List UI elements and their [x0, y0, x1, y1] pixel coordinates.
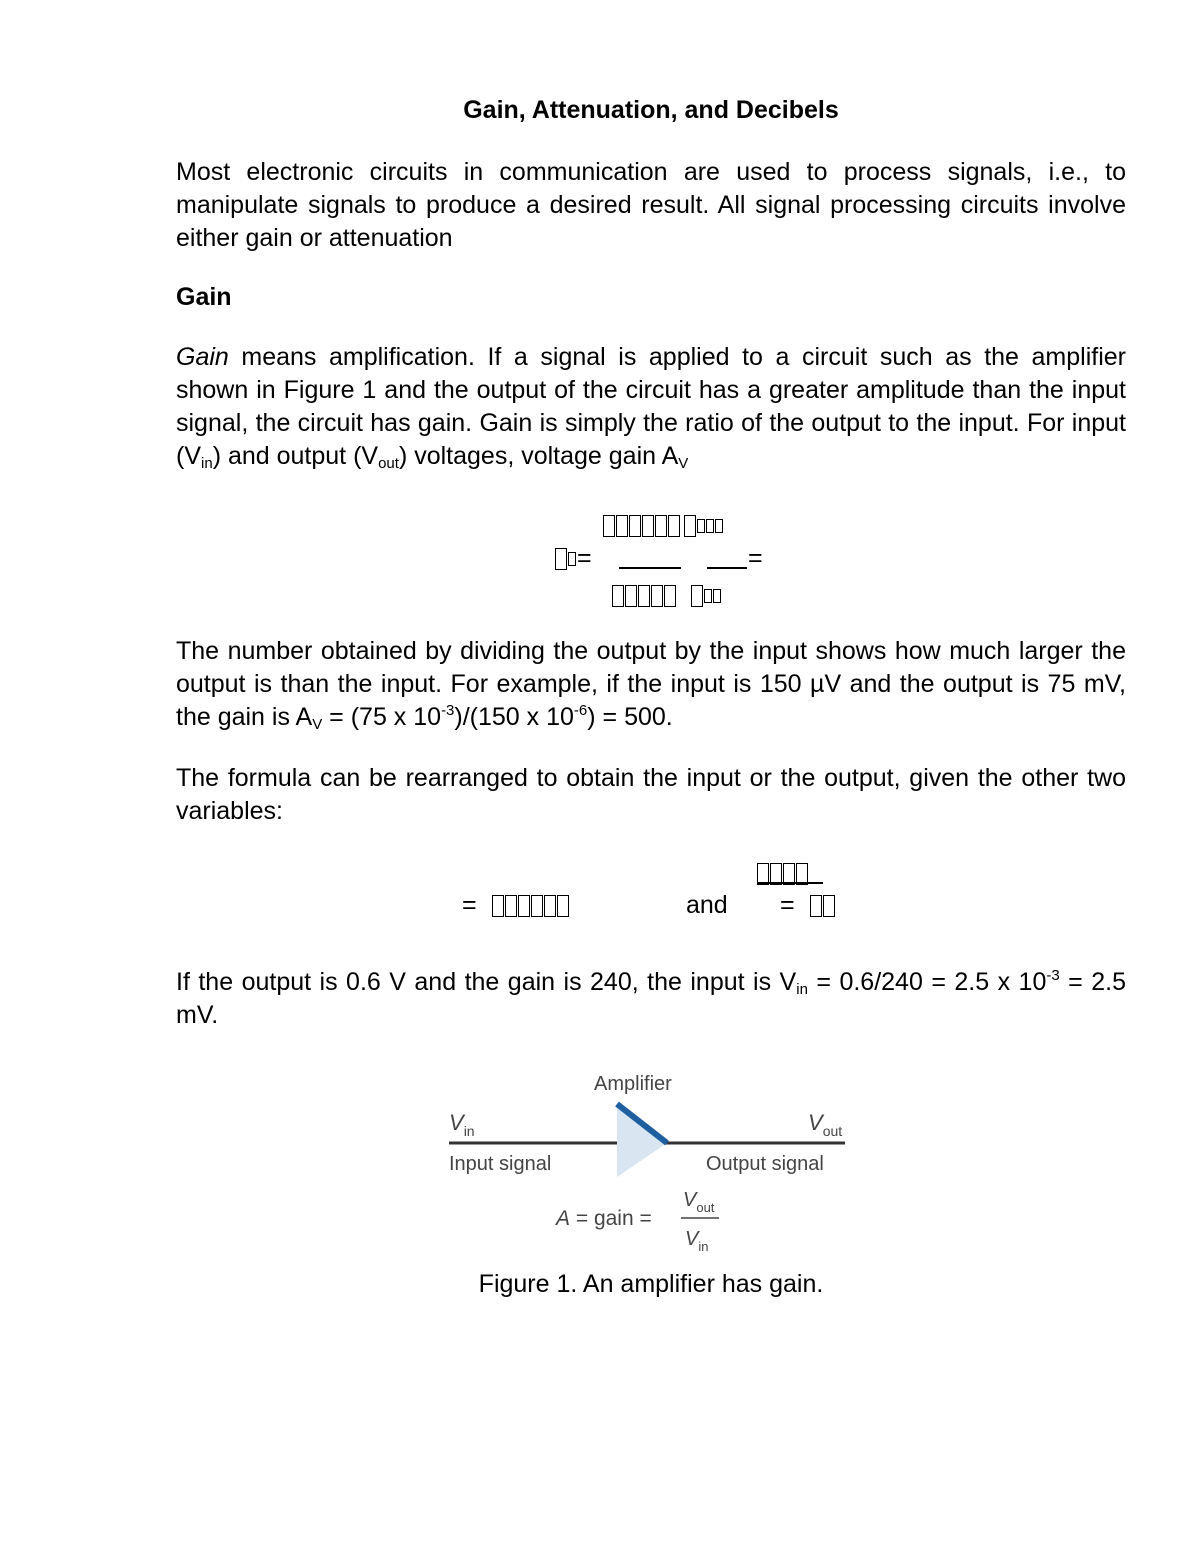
input-text-2: = 0.6/240 = 2.5 x 10 — [807, 968, 1047, 996]
sup-2: -6 — [573, 702, 588, 719]
example-text-4: ) = 500. — [587, 703, 673, 731]
gain-text-3: ) voltages, voltage gain A — [398, 442, 679, 470]
equals-sign-2: = — [748, 544, 763, 572]
input-text-3: = 2.5 mV. — [176, 968, 1126, 1029]
equation2-underline — [757, 882, 823, 884]
example-text-2: = (75 x 10 — [322, 703, 442, 731]
equation1-numerator — [603, 510, 724, 540]
fraction-bar-1 — [619, 567, 681, 569]
input-text-1: If the output is 0.6 V and the gain is 240, the input is V — [176, 968, 797, 996]
equals-right: = — [780, 891, 795, 919]
sub-v-2: V — [312, 716, 323, 733]
gain-text-2: ) and output (V — [212, 442, 379, 470]
input-example-paragraph — [176, 966, 1126, 1032]
vin-label: $V_{in}$ — [449, 1110, 475, 1139]
example-paragraph — [176, 635, 1126, 734]
gain-text-1: means amplification. If a signal is applied to a circuit such as the amplifier shown in Figure 1 and the output of the circuit has a greater amplitude than the input signal, the circuit has gain. Gain is simply the ratio of the output to the input. For input (V — [176, 343, 1126, 470]
output-signal-label: Output signal — [706, 1153, 824, 1175]
input-signal-label: Input signal — [449, 1153, 552, 1175]
vout-label: $V_{out}$ — [808, 1110, 843, 1139]
equation2-right — [780, 890, 836, 920]
intro-paragraph: Most electronic circuits in communication are used to process signals, i.e., to manipulate signals to produce a desired result. All signal processing circuits involve either gain or attenuation — [176, 158, 1126, 252]
sub-in-2: in — [796, 981, 808, 998]
equals-left: = — [462, 891, 477, 919]
gain-heading: Gain — [176, 283, 232, 311]
sub-v: V — [678, 455, 689, 472]
equation1-denominator — [612, 580, 722, 610]
equals-sign: = — [577, 544, 592, 572]
figure-caption: Figure 1. An amplifier has gain. — [478, 1270, 824, 1298]
gain-formula: A = gain = — [556, 1207, 652, 1230]
rearrange-paragraph: The formula can be rearranged to obtain the input or the output, given the other two variables: — [176, 764, 1126, 825]
fraction-bar-2 — [707, 567, 747, 569]
page-title: Gain, Attenuation, and Decibels — [463, 96, 839, 124]
formula-numerator: $V_{out}$ — [683, 1189, 715, 1215]
example-text-3: )/(150 x 10 — [454, 703, 574, 731]
sub-in: in — [201, 455, 213, 472]
gain-term: Gain — [176, 343, 229, 371]
formula-denominator: $V_{in}$ — [685, 1228, 709, 1254]
equation2-and: and — [686, 891, 728, 919]
sup-1: -3 — [441, 702, 455, 719]
amplifier-figure — [440, 1060, 860, 1260]
amplifier-label: Amplifier — [594, 1073, 672, 1095]
gain-paragraph — [176, 341, 1126, 473]
example-text-1: The number obtained by dividing the output by the input shows how much larger the output is than the input. For example, if the input is 150 µV and the output is 75 mV, the gain is A — [176, 637, 1126, 731]
sub-out: out — [378, 455, 399, 472]
sup-3: -3 — [1046, 967, 1060, 984]
equation1-middle — [555, 543, 592, 573]
equation2-left — [462, 890, 570, 920]
